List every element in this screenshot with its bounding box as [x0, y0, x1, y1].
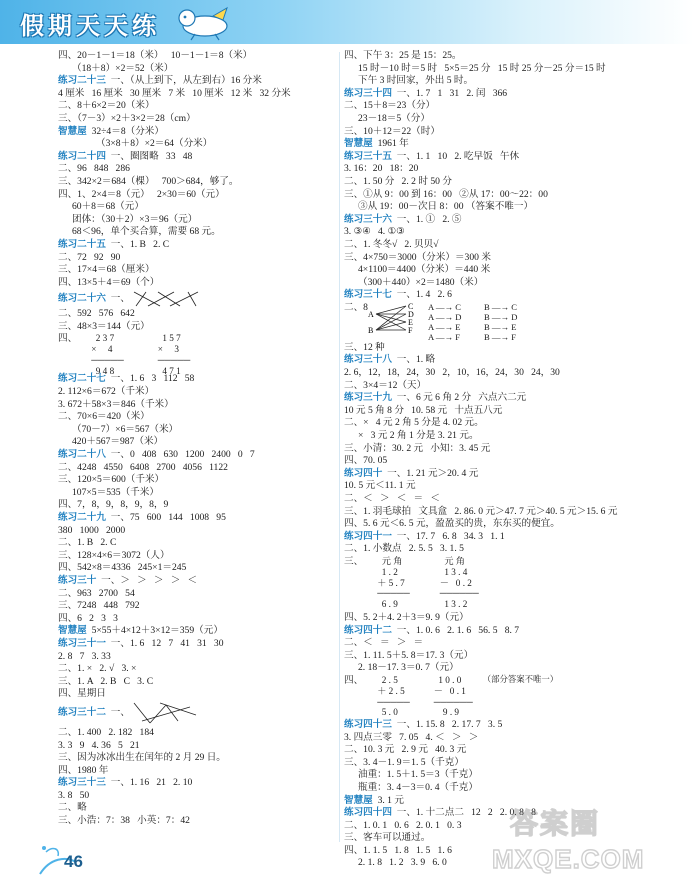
left-column — [58, 50, 336, 828]
answer-line: 四、1. 1. 5 1. 8 1. 5 1. 6 — [344, 844, 452, 856]
header-banner — [0, 0, 694, 44]
answer-line: 三、17×4＝68（厘米） — [58, 264, 155, 276]
answer-line: 三、1. 羽毛球拍 文具盒 2. 86. 0 元＞47. 7 元＞40. 5 元＞15. 6 元 — [344, 505, 618, 517]
watermark-text: 答案圈 — [510, 807, 601, 840]
answer-note: （部分答案不唯一） — [482, 674, 559, 684]
book-title: 假期天天练 — [20, 13, 160, 40]
section-text: 一、75 600 144 1008 95 — [105, 512, 226, 523]
answer-line: 四、70. 05 — [344, 455, 388, 467]
answer-line: 四、1980 年 — [58, 764, 109, 776]
answer-line: 四、6 2 3 3 — [58, 612, 118, 624]
pair-item: B —→ E — [484, 321, 517, 332]
answer-line: 二、70×6＝420（米） — [58, 411, 150, 423]
section-text: 一、 — [105, 707, 130, 719]
answer-line: （300＋440）×2＝1480（米） — [358, 276, 484, 288]
matching-lines-diagram — [130, 701, 200, 725]
section-text: 一、1. 0. 6 2. 1. 6 56. 5 8. 7 — [391, 624, 520, 636]
section-27 — [58, 373, 336, 386]
section-label: 练习二十五 — [58, 238, 106, 250]
answer-line: 三、10＋12＝22（时） — [344, 125, 440, 137]
section-label: 练习三十四 — [344, 87, 392, 99]
answer-line: 三、4×750＝3000（分米）＝300 米 — [344, 251, 491, 263]
answer-line: （18＋8）×2＝52（米） — [72, 62, 174, 74]
right-column — [344, 50, 664, 870]
pair-item: A —→ F — [428, 331, 460, 342]
section-34 — [344, 88, 664, 101]
answer-line: 二、15＋8＝23（分） — [344, 100, 436, 112]
answer-line: 团体：（30＋2）×3＝96（元） — [72, 213, 198, 225]
section-text: 一、1. ① 2. ⑤ — [391, 213, 462, 225]
pair-list-b — [484, 302, 517, 342]
section-26 — [58, 289, 336, 308]
section-text: 一、1. B 2. C — [105, 238, 170, 250]
section-label: 练习四十 — [344, 467, 383, 479]
section-text: 一、1. 6 3 112 58 — [105, 373, 195, 385]
answer-line: 4 厘米 16 厘米 30 厘米 7 米 10 厘米 12 米 32 分米 — [58, 87, 291, 99]
section-text: 一、1. 4 2. 6 — [391, 289, 452, 301]
section-text: 一、6 元 6 角 2 分 六点六二元 — [391, 392, 527, 404]
answer-line: 三、客车可以通过。 — [344, 832, 431, 844]
pair-item: A —→ C — [428, 301, 461, 312]
section-41 — [344, 531, 664, 544]
vertical-calculation: 1 5 7 × 3 ───── 4 7 1 — [157, 333, 191, 376]
item-label: 三、 — [344, 555, 364, 567]
answer-line: 二、1. 小数点 2. 5. 5 3. 1. 5 — [344, 543, 464, 555]
answer-line: 三、1. 11. 5＋5. 8＝17. 3（元） — [344, 649, 474, 661]
column-divider — [339, 52, 340, 842]
answer-line: 60＋8＝68（元） — [72, 201, 144, 213]
answer-line: （3×8＋8）×2＝64（分米） — [96, 138, 213, 150]
answer-line: （70－7）×6＝567（米） — [72, 423, 179, 435]
vertical-calculation: 2 3 7 × 4 ───── 9 4 8 — [91, 333, 124, 376]
section-24 — [58, 151, 336, 164]
combination-diagram-row — [344, 302, 664, 342]
item-label: 四、 — [344, 674, 364, 686]
pair-item: B —→ C — [484, 301, 517, 312]
section-label: 练习二十六 — [58, 293, 106, 305]
section-label: 智慧屋 — [344, 794, 373, 806]
answer-line: 3. ③④ 4. ①③ — [344, 226, 405, 238]
section-28 — [58, 449, 336, 462]
section-text: 一、1. 略 — [391, 354, 436, 366]
answer-line: 三、3. 4－1. 9＝1. 5（千克） — [344, 756, 464, 768]
answer-line: 4×1100＝4400（分米）＝440 米 — [358, 264, 491, 276]
section-42 — [344, 625, 664, 638]
pair-item: B —→ F — [484, 331, 516, 342]
section-text: 一、1. 1 10 2. 吃早饭 午休 — [391, 150, 520, 162]
answer-line: 三、因为冰冰出生在闰年的 2 月 29 日。 — [58, 752, 226, 764]
section-label: 练习四十二 — [344, 624, 392, 636]
answer-line: 四、5. 6 元＜6. 5 元，盈盈买的贵，东东买的便宜。 — [344, 518, 560, 530]
section-label: 智慧屋 — [58, 625, 87, 637]
answer-line: 油重：1. 5＋1. 5＝3（千克） — [358, 769, 478, 781]
section-text: 1961 年 — [372, 138, 409, 150]
answer-line: 四、下午 3：25 是 15：25。 — [344, 50, 462, 61]
pair-list-a — [428, 302, 461, 342]
answer-line: 三、48×3＝144（元） — [58, 320, 150, 332]
answer-line: 二、略 — [58, 802, 87, 814]
answer-line: 二、10. 3 元 2. 9 元 40. 3 元 — [344, 744, 467, 756]
answer-line: 瓶重：3. 4－3＝0. 4（千克） — [358, 781, 478, 793]
vertical-calculation: 元 角 1 . 2 ＋ 5 . 7 ───── 6 . 9 — [377, 555, 410, 610]
section-text: 一、0 408 630 1200 2400 0 7 — [105, 449, 255, 461]
answer-line: 二、1. × 2. √ 3. × — [58, 663, 137, 675]
node-label: C — [408, 301, 414, 311]
item-label: 二、8 — [344, 301, 368, 313]
answer-line: 四、13×5＋4＝69（个） — [58, 276, 160, 288]
answer-line: 四、20－1－1＝18（米） 10－1－1＝8（米） — [58, 50, 253, 61]
answer-line: 2. 8 7 3. 33 — [58, 650, 111, 662]
answer-line: 四、5. 2＋4. 2＋3＝9. 9（元） — [344, 611, 469, 623]
answer-line: 二、96 848 286 — [58, 163, 130, 175]
answer-line: 二、72 92 90 — [58, 251, 121, 263]
section-label: 练习四十三 — [344, 718, 392, 730]
answer-line: 二、4248 4550 6408 2700 4056 1122 — [58, 461, 228, 473]
answer-line: 2. 6，12，18，24，30 2，10，16，24，30 24，30 — [344, 367, 560, 379]
section-label: 练习二十三 — [58, 75, 106, 87]
section-36 — [344, 214, 664, 227]
vertical-calc-row — [344, 556, 664, 612]
matching-lines-diagram — [130, 290, 202, 308]
wisdom-house-2 — [58, 625, 336, 638]
answer-line: 二、1. 400 2. 182 184 — [58, 726, 154, 738]
answer-line: 二、× 4 元 2 角 5 分是 4. 02 元。 — [344, 417, 484, 429]
answer-line: 三、小清：30. 2 元 小知：3. 45 元 — [344, 442, 491, 454]
section-label: 练习三十三 — [58, 777, 106, 789]
section-32 — [58, 701, 336, 727]
answer-line: 10 元 5 角 8 分 10. 58 元 十点五八元 — [344, 404, 503, 416]
section-text: 一、1. 6 12 7 41 31 30 — [105, 637, 224, 649]
section-43 — [344, 719, 664, 732]
section-text: 一、＞ ＞ ＞ ＞ ＜ — [96, 574, 198, 586]
watermark — [484, 800, 684, 876]
section-label: 练习三十一 — [58, 637, 106, 649]
section-text: 一、1. 21 元＞20. 4 元 — [382, 467, 479, 479]
answer-line: 68＜96，单个买合算，需要 68 元。 — [72, 226, 221, 238]
mascot-illustration — [165, 2, 235, 42]
section-30 — [58, 575, 336, 588]
pair-item: A —→ D — [428, 311, 462, 322]
answer-line: 三、7248 448 792 — [58, 600, 140, 612]
section-text: 5×55＋4×12＋3×12＝359（元） — [86, 625, 223, 637]
answer-line: 380 1000 2000 — [58, 524, 126, 536]
answer-line: 三、①从 9：00 到 16：00 ②从 17：00～22：00 — [344, 188, 548, 200]
answer-line: 2. 112×6＝672（千米） — [58, 386, 155, 398]
node-label: A — [368, 309, 374, 319]
answer-line: 107×5＝535（千米） — [72, 486, 159, 498]
section-label: 练习三十 — [58, 574, 97, 586]
section-33 — [58, 777, 336, 790]
answer-line: 四、542×8＝4336 245×1＝245 — [58, 562, 187, 574]
section-label: 练习三十七 — [344, 289, 392, 301]
section-text: 32÷4＝8（分米） — [86, 125, 164, 137]
section-25 — [58, 239, 336, 252]
pair-item: B —→ D — [484, 311, 518, 322]
section-text: 一、圈图略 33 48 — [105, 150, 193, 162]
answer-line: 3. 四点三零 7. 05 4. ＜ ＞ ＞ — [344, 731, 479, 743]
section-37 — [344, 289, 664, 302]
section-31 — [58, 638, 336, 651]
answer-line: 二、＜ ＞ ＜ ＝ ＜ — [344, 493, 440, 504]
section-label: 练习三十五 — [344, 150, 392, 162]
answer-line: 10. 5 元＜11. 1 元 — [344, 480, 416, 492]
answer-line: ③从 19：00－次日 8：00 （答案不唯一） — [358, 201, 534, 213]
section-label: 练习二十九 — [58, 512, 106, 523]
watermark-url: MXQE.COM — [492, 844, 645, 874]
section-label: 练习二十七 — [58, 373, 106, 385]
node-label: F — [408, 325, 413, 335]
answer-line: 420＋567＝987（米） — [72, 436, 164, 448]
answer-line: 二、1. 50 分 2. 2 时 50 分 — [344, 175, 452, 187]
answer-line: 二、1. 0. 1 0. 6 2. 0. 1 0. 3 — [344, 819, 462, 831]
answer-line: 3. 8 50 — [58, 789, 90, 801]
section-29 — [58, 512, 336, 525]
section-text: 一、17. 7 6. 8 34. 3 1. 1 — [391, 530, 505, 542]
answer-line: 三、128×4×6＝3072（人） — [58, 549, 170, 561]
answer-line: 二、1. 冬冬√ 2. 贝贝√ — [344, 238, 439, 250]
vertical-calc-row — [344, 675, 664, 719]
answer-line: 二、＜ ＝ ＞ ＝ — [344, 637, 424, 649]
vertical-calculation: 元 角 1 3 . 4 － 0 . 2 ────── 1 3 . 2 — [439, 555, 479, 610]
wisdom-house-1 — [58, 126, 336, 139]
answer-line: 2. 1. 8 1. 2 3. 9 6. 0 — [358, 857, 447, 869]
section-text: 一、（从上到下，从左到右）16 分米 — [105, 75, 262, 87]
section-label: 练习三十九 — [344, 392, 392, 404]
vertical-calculation: 1 0 . 0 － 0 . 1 ────── 9 . 9 — [433, 674, 473, 718]
answer-line: 三、342×2＝684（棵） 700＞684，够了。 — [58, 175, 239, 187]
answer-line: 二、1. B 2. C — [58, 537, 117, 549]
answer-line: 四、1、2×4＝8（元） 2×30＝60（元） — [58, 188, 225, 200]
section-40 — [344, 468, 664, 481]
tree-diagram — [366, 302, 422, 342]
section-text: 一、 — [105, 293, 130, 305]
answer-line: 三、120×5＝600（千米） — [58, 474, 165, 486]
section-label: 智慧屋 — [58, 125, 87, 137]
answer-line: 2. 18－17. 3＝0. 7（元） — [358, 662, 459, 674]
answer-line: 三、小浩：7：38 小英：7：42 — [58, 815, 190, 827]
vertical-calculation: 2 . 5 ＋ 2 . 5 ───── 5 . 0 — [377, 674, 410, 718]
section-35 — [344, 151, 664, 164]
answer-line: 三、（7－3）×2＋3×2＝28（cm） — [58, 112, 196, 124]
answer-line: 二、3×4＝12（天） — [344, 379, 427, 391]
section-label: 练习三十六 — [344, 213, 392, 225]
section-text: 一、1. 十二点二 12 2 2. 0. 8 8 — [391, 807, 536, 819]
section-text: 一、1. 7 1 31 2. 闰 366 — [391, 87, 508, 99]
section-23 — [58, 75, 336, 88]
node-label: D — [408, 309, 414, 319]
section-text: 一、1. 16 21 2. 10 — [105, 777, 193, 789]
section-label: 练习三十八 — [344, 354, 392, 366]
section-39 — [344, 392, 664, 405]
section-text: 一、1. 15. 8 2. 17. 7 3. 5 — [391, 718, 503, 730]
answer-line: 三、1. A 2. B C 3. C — [58, 675, 154, 687]
section-label: 智慧屋 — [344, 138, 373, 150]
answer-line: 三、12 种 — [344, 341, 385, 353]
answer-line: 四、7，8，9，8，9，8，9 — [58, 499, 169, 511]
wisdom-house-3 — [344, 138, 664, 151]
node-label: E — [408, 317, 413, 327]
answer-line: 二、8＋6×2＝20（米） — [58, 100, 155, 112]
section-label: 练习四十一 — [344, 530, 392, 542]
answer-line: 二、592 576 642 — [58, 308, 135, 320]
section-label: 练习二十八 — [58, 449, 106, 461]
section-38 — [344, 354, 664, 367]
node-label: B — [368, 325, 374, 335]
answer-line: 23－18＝5（分） — [358, 112, 430, 124]
item-label: 四、 — [58, 333, 78, 345]
answer-line: × 3 元 2 角 1 分是 3. 21 元。 — [358, 430, 479, 442]
section-label: 练习四十四 — [344, 807, 392, 819]
answer-line: 3. 16：20 18：20 — [344, 163, 419, 175]
pair-item: A —→ E — [428, 321, 461, 332]
answer-line: 15 时－10 时＝5 时 5×5＝25 分 15 时 25 分－25 分＝15 时 — [358, 62, 606, 74]
answer-line: 3. 3 9 4. 36 5 21 — [58, 739, 140, 751]
section-text: 3. 1 元 — [372, 794, 404, 806]
section-label: 练习二十四 — [58, 150, 106, 162]
vertical-calc-row — [58, 333, 336, 376]
page-number: 46 — [64, 852, 83, 871]
section-label: 练习三十二 — [58, 707, 106, 719]
answer-line: 3. 672＋58×3＝846（千米） — [58, 398, 174, 410]
answer-line: 二、963 2700 54 — [58, 587, 135, 599]
answer-line: 四、星期日 — [58, 688, 106, 700]
answer-line: 下午 3 时回家，外出 5 时。 — [358, 75, 474, 87]
